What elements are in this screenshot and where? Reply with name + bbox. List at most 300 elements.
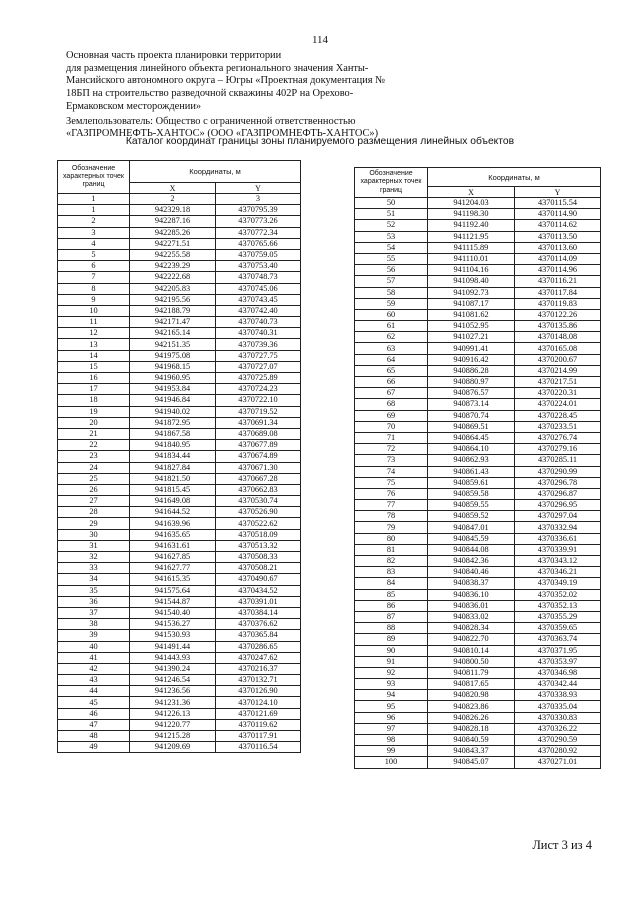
x-coordinate: 941231.36 <box>130 697 216 708</box>
table-row <box>58 373 301 384</box>
y-coordinate: 4370233.51 <box>515 421 601 432</box>
y-coordinate: 4370119.62 <box>216 719 301 730</box>
point-number: 70 <box>355 421 428 432</box>
table-row <box>355 634 601 645</box>
point-number: 27 <box>58 496 130 507</box>
table-row <box>58 563 301 574</box>
point-number: 6 <box>58 261 130 272</box>
x-coordinate: 941110.01 <box>428 253 515 264</box>
y-coordinate: 4370132.71 <box>216 675 301 686</box>
y-coordinate: 4370508.33 <box>216 552 301 563</box>
table-row <box>355 533 601 544</box>
point-number: 72 <box>355 444 428 455</box>
y-coordinate: 4370674.89 <box>216 451 301 462</box>
point-number: 96 <box>355 712 428 723</box>
table-row <box>355 276 601 287</box>
y-coordinate: 4370773.26 <box>216 216 301 227</box>
header-line: Землепользователь: Общество с ограниченной ответственностью <box>66 115 356 127</box>
x-coordinate: 942287.16 <box>130 216 216 227</box>
y-coordinate: 4370508.21 <box>216 563 301 574</box>
table-row <box>58 350 301 361</box>
table-row <box>58 238 301 249</box>
x-coordinate: 942222.68 <box>130 272 216 283</box>
table-row <box>355 198 601 209</box>
table-row <box>355 522 601 533</box>
y-coordinate: 4370338.93 <box>515 690 601 701</box>
y-coordinate: 4370113.60 <box>515 242 601 253</box>
point-number: 99 <box>355 746 428 757</box>
x-coordinate: 940859.55 <box>428 500 515 511</box>
y-coordinate: 4370114.96 <box>515 265 601 276</box>
x-header: X <box>428 187 515 198</box>
y-coordinate: 4370772.34 <box>216 227 301 238</box>
table-row <box>355 578 601 589</box>
point-number: 9 <box>58 294 130 305</box>
x-coordinate: 940859.52 <box>428 511 515 522</box>
table-row <box>58 742 301 753</box>
point-number: 19 <box>58 406 130 417</box>
y-coordinate: 4370727.75 <box>216 350 301 361</box>
table-row <box>58 719 301 730</box>
table-row <box>355 690 601 701</box>
y-coordinate: 4370326.22 <box>515 723 601 734</box>
table-row <box>58 596 301 607</box>
y-coordinate: 4370667.28 <box>216 473 301 484</box>
x-coordinate: 940991.41 <box>428 343 515 354</box>
table-row <box>58 675 301 686</box>
table-row <box>355 287 601 298</box>
table-row <box>58 652 301 663</box>
point-number: 65 <box>355 365 428 376</box>
point-number: 49 <box>58 742 130 753</box>
y-coordinate: 4370349.19 <box>515 578 601 589</box>
y-coordinate: 4370355.29 <box>515 611 601 622</box>
table-row <box>58 339 301 350</box>
x-coordinate: 941867.58 <box>130 428 216 439</box>
table-row <box>58 205 301 216</box>
table-row <box>58 317 301 328</box>
x-coordinate: 941209.69 <box>130 742 216 753</box>
point-number: 10 <box>58 305 130 316</box>
x-coordinate: 940870.74 <box>428 410 515 421</box>
point-number: 86 <box>355 600 428 611</box>
x-coordinate: 941115.89 <box>428 242 515 253</box>
y-coordinate: 4370285.11 <box>515 455 601 466</box>
point-number: 100 <box>355 757 428 768</box>
table-row <box>355 679 601 690</box>
point-number: 39 <box>58 630 130 641</box>
x-coordinate: 941946.84 <box>130 395 216 406</box>
table-row <box>355 511 601 522</box>
table-row <box>355 231 601 242</box>
y-coordinate: 4370743.45 <box>216 294 301 305</box>
table-row <box>355 455 601 466</box>
x-coordinate: 940842.36 <box>428 556 515 567</box>
point-number: 42 <box>58 663 130 674</box>
x-coordinate: 941443.93 <box>130 652 216 663</box>
table-row <box>58 216 301 227</box>
y-coordinate: 4370336.61 <box>515 533 601 544</box>
x-coordinate: 941940.02 <box>130 406 216 417</box>
y-coordinate: 4370115.54 <box>515 198 601 209</box>
y-coordinate: 4370116.54 <box>216 742 301 753</box>
y-coordinate: 4370119.83 <box>515 298 601 309</box>
y-coordinate: 4370126.90 <box>216 686 301 697</box>
point-number: 82 <box>355 556 428 567</box>
table-row <box>58 328 301 339</box>
table-row <box>355 298 601 309</box>
table-row <box>355 321 601 332</box>
y-coordinate: 4370117.91 <box>216 731 301 742</box>
point-number: 94 <box>355 690 428 701</box>
y-coordinate: 4370343.12 <box>515 556 601 567</box>
table-row <box>355 220 601 231</box>
column-number: 2 <box>130 194 216 205</box>
x-coordinate: 941052.95 <box>428 321 515 332</box>
point-number: 90 <box>355 645 428 656</box>
table-row <box>58 686 301 697</box>
header-line: «ГАЗПРОМНЕФТЬ-ХАНТОС» (ООО «ГАЗПРОМНЕФТЬ-ХАНТОС») <box>66 128 379 140</box>
y-coordinate: 4370216.37 <box>216 663 301 674</box>
x-coordinate: 941390.24 <box>130 663 216 674</box>
y-coordinate: 4370117.84 <box>515 287 601 298</box>
table-row <box>355 253 601 264</box>
table-row <box>355 466 601 477</box>
table-row <box>58 384 301 395</box>
x-coordinate: 940820.98 <box>428 690 515 701</box>
point-number: 58 <box>355 287 428 298</box>
y-coordinate: 4370742.40 <box>216 305 301 316</box>
y-coordinate: 4370114.62 <box>515 220 601 231</box>
table-row <box>58 529 301 540</box>
point-number: 52 <box>355 220 428 231</box>
table-row <box>355 354 601 365</box>
y-coordinate: 4370530.74 <box>216 496 301 507</box>
point-number: 14 <box>58 350 130 361</box>
y-coordinate: 4370745.06 <box>216 283 301 294</box>
x-coordinate: 942151.35 <box>130 339 216 350</box>
point-number: 60 <box>355 309 428 320</box>
y-coordinate: 4370691.34 <box>216 417 301 428</box>
x-coordinate: 940826.26 <box>428 712 515 723</box>
table-row <box>355 701 601 712</box>
table-row <box>355 377 601 388</box>
y-coordinate: 4370330.83 <box>515 712 601 723</box>
y-coordinate: 4370113.50 <box>515 231 601 242</box>
y-coordinate: 4370376.62 <box>216 619 301 630</box>
point-number: 51 <box>355 209 428 220</box>
point-number: 64 <box>355 354 428 365</box>
x-coordinate: 941840.95 <box>130 440 216 451</box>
point-number: 34 <box>58 574 130 585</box>
point-number: 85 <box>355 589 428 600</box>
table-row <box>355 421 601 432</box>
x-coordinate: 941121.95 <box>428 231 515 242</box>
y-coordinate: 4370296.95 <box>515 500 601 511</box>
x-coordinate: 942239.29 <box>130 261 216 272</box>
y-coordinate: 4370365.84 <box>216 630 301 641</box>
point-number: 78 <box>355 511 428 522</box>
table-row <box>58 294 301 305</box>
y-coordinate: 4370765.66 <box>216 238 301 249</box>
point-number: 48 <box>58 731 130 742</box>
point-number: 45 <box>58 697 130 708</box>
y-coordinate: 4370290.99 <box>515 466 601 477</box>
point-number: 88 <box>355 623 428 634</box>
table-row <box>58 272 301 283</box>
point-number: 95 <box>355 701 428 712</box>
y-coordinate: 4370121.69 <box>216 708 301 719</box>
x-coordinate: 940828.34 <box>428 623 515 634</box>
y-coordinate: 4370722.10 <box>216 395 301 406</box>
point-number: 13 <box>58 339 130 350</box>
table-row <box>355 746 601 757</box>
x-coordinate: 940822.70 <box>428 634 515 645</box>
y-coordinate: 4370247.62 <box>216 652 301 663</box>
x-coordinate: 941815.45 <box>130 484 216 495</box>
x-coordinate: 941827.84 <box>130 462 216 473</box>
y-coordinate: 4370352.02 <box>515 589 601 600</box>
y-coordinate: 4370795.39 <box>216 205 301 216</box>
y-header: Y <box>216 183 301 194</box>
point-number: 83 <box>355 567 428 578</box>
x-coordinate: 941236.56 <box>130 686 216 697</box>
sheet-label: Лист 3 из 4 <box>532 838 592 852</box>
point-number: 43 <box>58 675 130 686</box>
table-row <box>58 574 301 585</box>
y-coordinate: 4370371.95 <box>515 645 601 656</box>
y-coordinate: 4370346.98 <box>515 667 601 678</box>
point-number: 15 <box>58 361 130 372</box>
x-coordinate: 941615.35 <box>130 574 216 585</box>
point-number: 8 <box>58 283 130 294</box>
x-coordinate: 941246.54 <box>130 675 216 686</box>
x-coordinate: 941027.21 <box>428 332 515 343</box>
table-row <box>58 417 301 428</box>
x-coordinate: 941087.17 <box>428 298 515 309</box>
table-row <box>58 496 301 507</box>
table-row <box>355 712 601 723</box>
y-coordinate: 4370725.89 <box>216 373 301 384</box>
x-coordinate: 942329.18 <box>130 205 216 216</box>
point-number: 40 <box>58 641 130 652</box>
point-number: 79 <box>355 522 428 533</box>
table-row <box>355 623 601 634</box>
coordinates-header: Координаты, м <box>428 168 601 187</box>
point-number: 84 <box>355 578 428 589</box>
point-number: 50 <box>355 198 428 209</box>
x-coordinate: 941953.84 <box>130 384 216 395</box>
point-number: 98 <box>355 735 428 746</box>
y-coordinate: 4370296.87 <box>515 488 601 499</box>
point-number: 31 <box>58 540 130 551</box>
y-coordinate: 4370671.30 <box>216 462 301 473</box>
x-coordinate: 941649.08 <box>130 496 216 507</box>
y-coordinate: 4370116.21 <box>515 276 601 287</box>
y-coordinate: 4370518.09 <box>216 529 301 540</box>
x-coordinate: 941960.95 <box>130 373 216 384</box>
point-number: 56 <box>355 265 428 276</box>
header-line: Основная часть проекта планировки территории <box>66 50 282 61</box>
point-number: 11 <box>58 317 130 328</box>
point-number: 18 <box>58 395 130 406</box>
table-row <box>355 432 601 443</box>
x-coordinate: 940845.59 <box>428 533 515 544</box>
x-coordinate: 941491.44 <box>130 641 216 652</box>
table-row <box>58 518 301 529</box>
y-coordinate: 4370165.08 <box>515 343 601 354</box>
header-line: Ермаковском месторождении» <box>66 100 202 112</box>
point-number: 62 <box>355 332 428 343</box>
x-coordinate: 942271.51 <box>130 238 216 249</box>
point-label-header: Обозначение характерных точек границ <box>58 161 130 194</box>
point-number: 5 <box>58 249 130 260</box>
x-coordinate: 941872.95 <box>130 417 216 428</box>
x-coordinate: 940810.14 <box>428 645 515 656</box>
column-number: 3 <box>216 194 301 205</box>
table-row <box>58 731 301 742</box>
point-number: 69 <box>355 410 428 421</box>
y-coordinate: 4370513.32 <box>216 540 301 551</box>
x-coordinate: 941635.65 <box>130 529 216 540</box>
y-coordinate: 4370297.04 <box>515 511 601 522</box>
point-number: 77 <box>355 500 428 511</box>
table-row <box>58 249 301 260</box>
y-coordinate: 4370352.13 <box>515 600 601 611</box>
y-coordinate: 4370296.78 <box>515 477 601 488</box>
y-coordinate: 4370342.44 <box>515 679 601 690</box>
point-number: 61 <box>355 321 428 332</box>
x-coordinate: 941081.62 <box>428 309 515 320</box>
point-number: 57 <box>355 276 428 287</box>
x-coordinate: 940847.01 <box>428 522 515 533</box>
x-coordinate: 941092.73 <box>428 287 515 298</box>
table-row <box>355 488 601 499</box>
x-coordinate: 940864.45 <box>428 432 515 443</box>
y-coordinate: 4370727.07 <box>216 361 301 372</box>
x-coordinate: 941834.44 <box>130 451 216 462</box>
y-coordinate: 4370276.74 <box>515 432 601 443</box>
table-row <box>58 283 301 294</box>
x-coordinate: 941821.50 <box>130 473 216 484</box>
table-row <box>355 645 601 656</box>
point-number: 25 <box>58 473 130 484</box>
point-number: 63 <box>355 343 428 354</box>
table-row <box>58 451 301 462</box>
y-coordinate: 4370740.31 <box>216 328 301 339</box>
table-row <box>355 735 601 746</box>
point-number: 37 <box>58 607 130 618</box>
table-row <box>355 757 601 768</box>
point-number: 16 <box>58 373 130 384</box>
x-coordinate: 940836.01 <box>428 600 515 611</box>
point-number: 89 <box>355 634 428 645</box>
y-coordinate: 4370339.91 <box>515 544 601 555</box>
column-number: 1 <box>58 194 130 205</box>
point-number: 2 <box>58 216 130 227</box>
table-row <box>58 484 301 495</box>
y-coordinate: 4370359.65 <box>515 623 601 634</box>
table-row <box>355 343 601 354</box>
x-coordinate: 941639.96 <box>130 518 216 529</box>
x-coordinate: 940833.02 <box>428 611 515 622</box>
point-number: 33 <box>58 563 130 574</box>
y-coordinate: 4370124.10 <box>216 697 301 708</box>
table-row <box>355 410 601 421</box>
table-row <box>58 663 301 674</box>
table-row <box>355 600 601 611</box>
x-coordinate: 941098.40 <box>428 276 515 287</box>
x-coordinate: 940880.97 <box>428 377 515 388</box>
header-line: для размещения линейного объекта регионального значения Ханты- <box>66 62 369 74</box>
table-row <box>58 261 301 272</box>
point-number: 29 <box>58 518 130 529</box>
y-coordinate: 4370148.08 <box>515 332 601 343</box>
table-row <box>355 332 601 343</box>
y-coordinate: 4370434.52 <box>216 585 301 596</box>
document-header <box>66 50 446 141</box>
y-coordinate: 4370280.92 <box>515 746 601 757</box>
y-coordinate: 4370526.90 <box>216 507 301 518</box>
point-number: 73 <box>355 455 428 466</box>
point-number: 3 <box>58 227 130 238</box>
point-number: 66 <box>355 377 428 388</box>
x-coordinate: 940811.79 <box>428 667 515 678</box>
x-coordinate: 941975.08 <box>130 350 216 361</box>
table-row <box>58 227 301 238</box>
table-row <box>58 552 301 563</box>
point-number: 35 <box>58 585 130 596</box>
table-row <box>58 540 301 551</box>
x-header: X <box>130 183 216 194</box>
x-coordinate: 940843.37 <box>428 746 515 757</box>
catalog-title: Каталог координат границы зоны планируемого размещения линейных объектов <box>125 136 515 147</box>
header-line: Мансийского автономного округа – Югры «Проектная документация № <box>66 75 385 87</box>
point-number: 92 <box>355 667 428 678</box>
y-coordinate: 4370719.52 <box>216 406 301 417</box>
table-row <box>355 242 601 253</box>
y-coordinate: 4370114.09 <box>515 253 601 264</box>
y-coordinate: 4370122.26 <box>515 309 601 320</box>
y-coordinate: 4370748.73 <box>216 272 301 283</box>
x-coordinate: 940916.42 <box>428 354 515 365</box>
y-coordinate: 4370363.74 <box>515 634 601 645</box>
point-number: 12 <box>58 328 130 339</box>
table-row <box>355 500 601 511</box>
point-number: 1 <box>58 205 130 216</box>
table-row <box>58 697 301 708</box>
x-coordinate: 941204.03 <box>428 198 515 209</box>
y-coordinate: 4370271.01 <box>515 757 601 768</box>
point-number: 17 <box>58 384 130 395</box>
x-coordinate: 942188.79 <box>130 305 216 316</box>
x-coordinate: 940861.43 <box>428 466 515 477</box>
table-row <box>355 309 601 320</box>
coordinates-header: Координаты, м <box>130 161 301 183</box>
y-coordinate: 4370384.14 <box>216 607 301 618</box>
point-number: 91 <box>355 656 428 667</box>
point-number: 24 <box>58 462 130 473</box>
table-row <box>355 365 601 376</box>
point-number: 21 <box>58 428 130 439</box>
y-coordinate: 4370490.67 <box>216 574 301 585</box>
table-row <box>355 265 601 276</box>
y-coordinate: 4370724.23 <box>216 384 301 395</box>
point-number: 80 <box>355 533 428 544</box>
point-number: 26 <box>58 484 130 495</box>
y-coordinate: 4370335.04 <box>515 701 601 712</box>
x-coordinate: 940823.86 <box>428 701 515 712</box>
